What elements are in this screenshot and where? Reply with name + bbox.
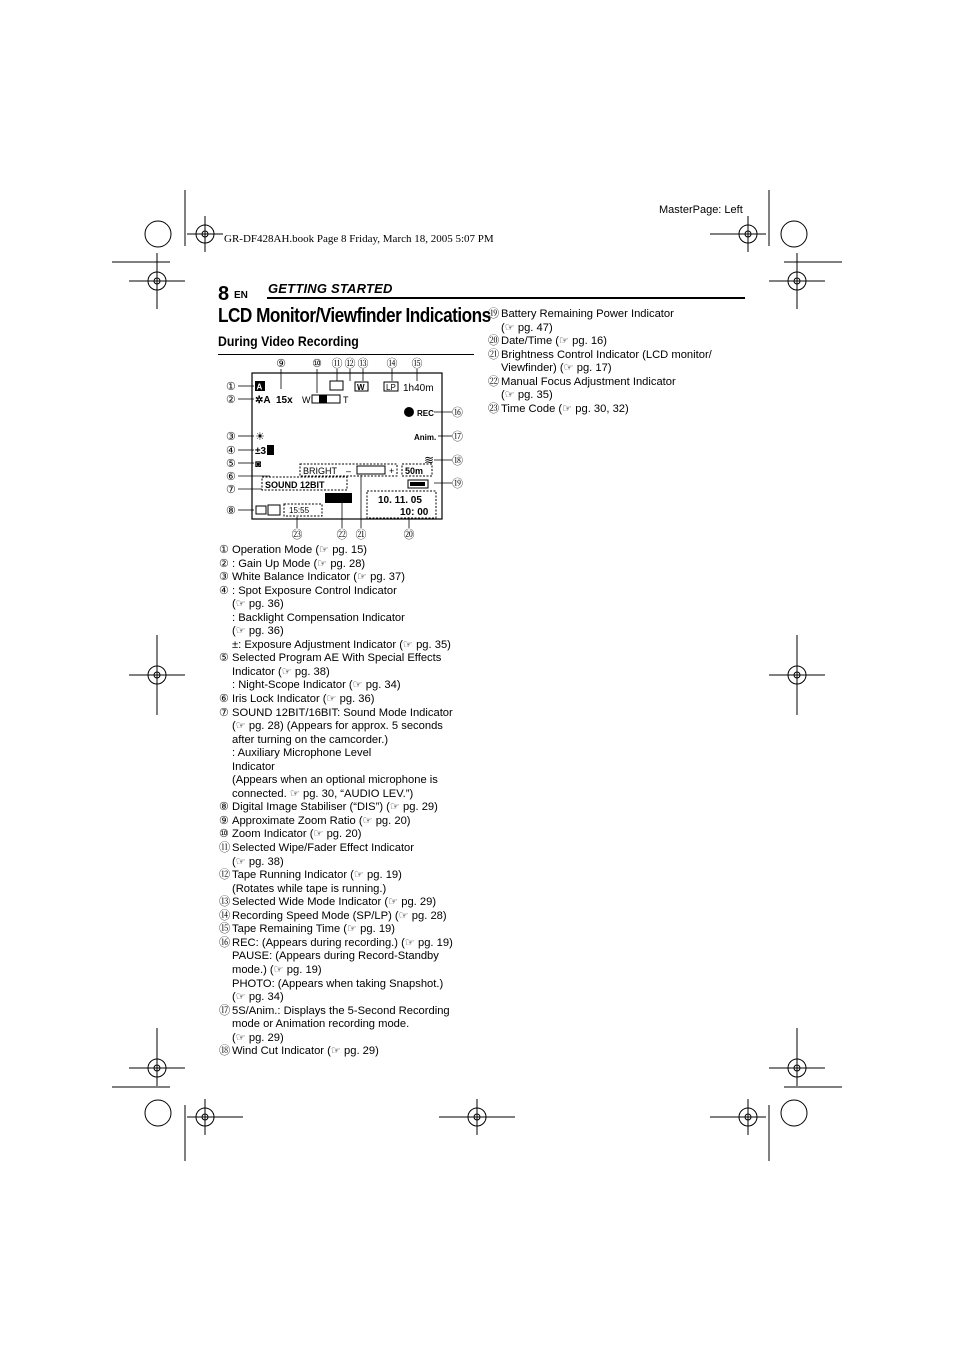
tape-running-icon	[404, 407, 414, 417]
item-line: Digital Image Stabiliser (“DIS”) (☞ pg. 29)	[232, 801, 438, 814]
item-number: ⑯	[219, 936, 231, 949]
item-line: Time Code (☞ pg. 30, 32)	[501, 402, 629, 415]
item-line: (☞ pg. 34)	[232, 991, 284, 1004]
list-item	[219, 937, 484, 1005]
item-line: Indicator	[232, 760, 275, 773]
item-number: ④	[219, 584, 230, 597]
list-item	[219, 544, 484, 558]
callout-8: ⑧	[226, 505, 236, 517]
callout-16: ⑯	[452, 407, 463, 419]
indicator-list-left	[219, 544, 484, 1059]
item-number: ⑮	[219, 923, 231, 936]
item-number: ⑲	[488, 308, 500, 320]
item-number: ⑭	[219, 909, 231, 922]
list-item	[219, 869, 484, 896]
wind-cut-icon: ≋	[424, 453, 435, 467]
item-line: : Backlight Compensation Indicator	[232, 611, 405, 624]
list-item	[219, 815, 484, 829]
item-number: ㉑	[488, 348, 500, 361]
gain-up-icon: ✲A	[255, 395, 271, 406]
bright-bar	[357, 466, 385, 474]
zoom-t: T	[343, 395, 349, 405]
list-item	[488, 349, 748, 376]
item-number: ⑩	[219, 828, 230, 841]
manual-focus-icon	[325, 493, 352, 503]
item-line: Iris Lock Indicator (☞ pg. 36)	[232, 693, 375, 706]
callout-23: ㉓	[291, 529, 303, 541]
list-item	[219, 801, 484, 815]
item-line: Manual Focus Adjustment Indicator	[501, 375, 676, 388]
page-number: 8	[218, 283, 230, 305]
bright-label: BRIGHT	[303, 466, 338, 476]
page-subtitle: During Video Recording	[218, 333, 359, 349]
callout-21: ㉑	[355, 529, 367, 541]
date-display: 10. 11. 05	[378, 495, 422, 506]
item-line: : Gain Up Mode (☞ pg. 28)	[232, 557, 366, 570]
item-number: ⑰	[219, 1004, 231, 1017]
item-line: : Night-Scope Indicator (☞ pg. 34)	[232, 679, 401, 692]
list-item	[219, 1045, 484, 1059]
list-item	[219, 693, 484, 707]
item-line: (☞ pg. 35)	[501, 389, 553, 402]
item-number: ⑳	[488, 335, 500, 348]
item-line: Indicator (☞ pg. 38)	[232, 665, 330, 678]
callout-15: ⑮	[411, 358, 423, 370]
program-ae-icon: ◙	[255, 459, 262, 470]
exposure-value: ±3	[255, 446, 267, 457]
item-line: Date/Time (☞ pg. 16)	[501, 335, 607, 348]
bright-minus: –	[346, 466, 352, 476]
item-line: Brightness Control Indicator (LCD monitor/	[501, 348, 712, 361]
list-item	[488, 335, 748, 349]
item-line: Selected Wipe/Fader Effect Indicator	[232, 842, 414, 855]
callout-18: ⑱	[452, 455, 463, 467]
item-line: (☞ pg. 38)	[232, 855, 284, 868]
item-number: ㉒	[488, 375, 500, 388]
anim-indicator: Anim.	[414, 433, 437, 442]
item-number: ③	[219, 571, 230, 584]
callout-22: ㉒	[336, 529, 348, 541]
item-number: ⑫	[219, 869, 231, 882]
callout-20: ⑳	[403, 529, 415, 541]
section-heading: GETTING STARTED	[268, 281, 393, 296]
svg-text:A: A	[256, 382, 263, 392]
item-line: : Spot Exposure Control Indicator	[232, 584, 397, 597]
time-display: 10: 00	[400, 507, 429, 518]
item-line: Recording Speed Mode (SP/LP) (☞ pg. 28)	[232, 909, 447, 922]
item-number: ⑱	[219, 1045, 231, 1058]
item-line: Battery Remaining Power Indicator	[501, 308, 674, 320]
item-line: (Appears when an optional microphone is	[232, 774, 438, 787]
bright-plus: +	[389, 466, 395, 476]
indicator-list-right	[488, 308, 748, 416]
item-line: PAUSE: (Appears during Record-Standby	[232, 950, 439, 963]
callout-5: ⑤	[226, 458, 236, 470]
language-code: EN	[234, 290, 248, 301]
callout-4: ④	[226, 445, 236, 457]
item-line: after turning on the camcorder.)	[232, 733, 389, 746]
list-item	[219, 571, 484, 585]
item-line: (☞ pg. 29)	[232, 1031, 284, 1044]
item-number: ⑦	[219, 706, 230, 719]
focus-distance: 50m	[405, 466, 424, 476]
callout-10: ⑩	[312, 358, 322, 370]
item-line: connected. ☞ pg. 30, “AUDIO LEV.”)	[232, 787, 414, 800]
callout-12: ⑫	[344, 358, 356, 370]
callout-9: ⑨	[276, 358, 286, 370]
svg-text:W: W	[357, 383, 365, 392]
list-item	[219, 896, 484, 910]
item-line: mode.) (☞ pg. 19)	[232, 963, 322, 976]
item-line: PHOTO: (Appears when taking Snapshot.)	[232, 977, 444, 990]
callout-2: ②	[226, 394, 236, 406]
list-item	[488, 403, 748, 417]
dis-icon	[256, 506, 266, 514]
item-number: ⑤	[219, 652, 230, 665]
item-line: White Balance Indicator (☞ pg. 37)	[232, 571, 405, 584]
list-item	[219, 652, 484, 693]
callout-17: ⑰	[452, 431, 463, 443]
recording-speed: LP	[386, 383, 396, 392]
item-line: Approximate Zoom Ratio (☞ pg. 20)	[232, 814, 411, 827]
item-number: ⑬	[219, 896, 231, 909]
callout-3: ③	[226, 431, 236, 443]
item-line: Tape Running Indicator (☞ pg. 19)	[232, 869, 402, 882]
tape-remaining: 1h40m	[403, 383, 434, 394]
list-item	[488, 376, 748, 403]
item-line: (☞ pg. 47)	[501, 321, 553, 334]
list-item	[219, 923, 484, 937]
list-item	[219, 585, 484, 653]
callout-14: ⑭	[386, 358, 398, 370]
item-number: ②	[219, 557, 230, 570]
exposure-lock-icon	[267, 445, 274, 455]
item-line: Viewfinder) (☞ pg. 17)	[501, 362, 612, 375]
callout-1: ①	[226, 381, 236, 393]
list-item	[488, 308, 748, 335]
list-item	[219, 1005, 484, 1046]
item-number: ⑪	[219, 842, 231, 855]
rec-indicator: REC	[417, 409, 434, 418]
item-number: ⑥	[219, 693, 230, 706]
master-page-label: MasterPage: Left	[659, 204, 743, 216]
white-balance-icon: ☀	[255, 431, 265, 443]
item-line: REC: (Appears during recording.) (☞ pg. 19)	[232, 936, 453, 949]
item-line: Wind Cut Indicator (☞ pg. 29)	[232, 1045, 379, 1058]
mic-level-icon	[268, 505, 280, 515]
list-item	[219, 842, 484, 869]
book-file-line: GR-DF428AH.book Page 8 Friday, March 18, 2005 5:07 PM	[224, 233, 494, 245]
callout-6: ⑥	[226, 471, 236, 483]
item-line: Zoom Indicator (☞ pg. 20)	[232, 828, 362, 841]
list-item	[219, 707, 484, 802]
callout-19: ⑲	[452, 478, 463, 490]
item-line: ±: Exposure Adjustment Indicator (☞ pg. 35)	[232, 638, 451, 651]
item-line: (☞ pg. 36)	[232, 625, 284, 638]
list-item	[219, 558, 484, 572]
item-number: ①	[219, 544, 230, 556]
callout-13: ⑬	[357, 358, 369, 370]
item-line: 5S/Anim.: Displays the 5-Second Recording	[232, 1004, 450, 1017]
timecode-display: 15:55	[289, 506, 310, 515]
header-rule	[267, 297, 745, 299]
lcd-display-diagram	[222, 355, 472, 545]
page-title: LCD Monitor/Viewfinder Indications	[218, 305, 491, 327]
sound-mode: SOUND 12BIT	[265, 480, 325, 490]
zoom-ratio: 15x	[276, 395, 293, 406]
wipe-fader-icon	[330, 381, 343, 390]
item-line: mode or Animation recording mode.	[232, 1018, 410, 1031]
zoom-w: W	[302, 395, 311, 405]
item-number: ⑧	[219, 801, 230, 814]
item-line: (☞ pg. 36)	[232, 598, 284, 611]
item-number: ⑨	[219, 814, 230, 827]
list-item	[219, 910, 484, 924]
callout-7: ⑦	[226, 484, 236, 496]
item-line: Tape Remaining Time (☞ pg. 19)	[232, 923, 395, 936]
callout-11: ⑪	[331, 358, 343, 370]
list-item	[219, 828, 484, 842]
item-line: Selected Wide Mode Indicator (☞ pg. 29)	[232, 896, 437, 909]
item-line: Selected Program AE With Special Effects	[232, 652, 442, 665]
item-line: Operation Mode (☞ pg. 15)	[232, 544, 368, 556]
item-line: : Auxiliary Microphone Level	[232, 747, 372, 760]
item-line: (Rotates while tape is running.)	[232, 882, 387, 895]
item-line: SOUND 12BIT/16BIT: Sound Mode Indicator	[232, 706, 453, 719]
item-number: ㉓	[488, 402, 500, 415]
item-line: (☞ pg. 28) (Appears for approx. 5 seconds	[232, 720, 443, 733]
